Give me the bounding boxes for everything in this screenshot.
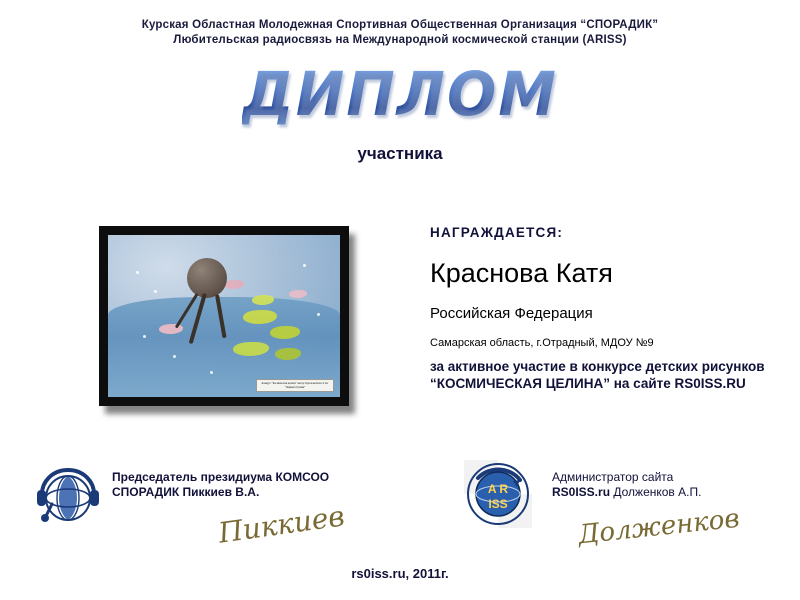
artwork-caption: Конкурс “Космическая целина” Автор: Краснова Катя, 6 лет “Первый спутник” [256, 379, 334, 392]
artwork-star-1 [136, 271, 139, 274]
artwork-frame [99, 226, 349, 406]
recipient-name: Краснова Катя [430, 258, 613, 288]
ariss-logo-icon [462, 458, 534, 530]
svg-text:ISS: ISS [488, 497, 508, 511]
left-signature: Пиккиев [216, 499, 347, 550]
right-signatory-line-1: Администратор сайта [552, 470, 674, 484]
right-signatory-person: Долженков А.П. [610, 485, 702, 499]
svg-text:A R: A R [487, 482, 509, 496]
recipient-region: Самарская область, г.Отрадный, МДОУ №9 [430, 337, 654, 349]
title-container [0, 60, 800, 128]
awarded-label: НАГРАЖДАЕТСЯ: [430, 225, 564, 240]
right-signature: Долженков [576, 503, 741, 551]
document-title: ДИПЛОМ [242, 58, 558, 130]
artwork-star-4 [173, 355, 176, 358]
artwork-land-2 [243, 310, 277, 324]
left-signatory-text [112, 470, 372, 500]
header-line-2: Любительская радиосвязь на Международной космической станции (ARISS) [173, 34, 627, 46]
sporadik-globe-logo-icon [32, 458, 104, 530]
recipient-country: Российская Федерация [430, 305, 593, 322]
artwork-star-6 [317, 313, 320, 316]
satellite-icon [187, 258, 227, 298]
header-line-1: Курская Областная Молодежная Спортивная Общественная Организация “СПОРАДИК” [141, 19, 659, 31]
right-signatory-site: RS0ISS.ru [552, 485, 611, 499]
document-subtitle: участника [357, 144, 443, 163]
footer-text: rs0iss.ru, 2011г. [351, 566, 449, 581]
artwork-image [108, 235, 340, 397]
right-signatory-line-2 [552, 485, 792, 500]
organization-header [0, 18, 800, 48]
left-signatory-line-2: СПОРАДИК Пиккиев В.А. [112, 485, 260, 499]
left-signatory-line-1: Председатель президиума КОМСОО [112, 470, 330, 484]
right-signatory-text [552, 470, 792, 500]
award-reason: за активное участие в конкурсе детских рисунков “КОСМИЧЕСКАЯ ЦЕЛИНА” на сайте RS0ISS.RU [430, 359, 765, 391]
